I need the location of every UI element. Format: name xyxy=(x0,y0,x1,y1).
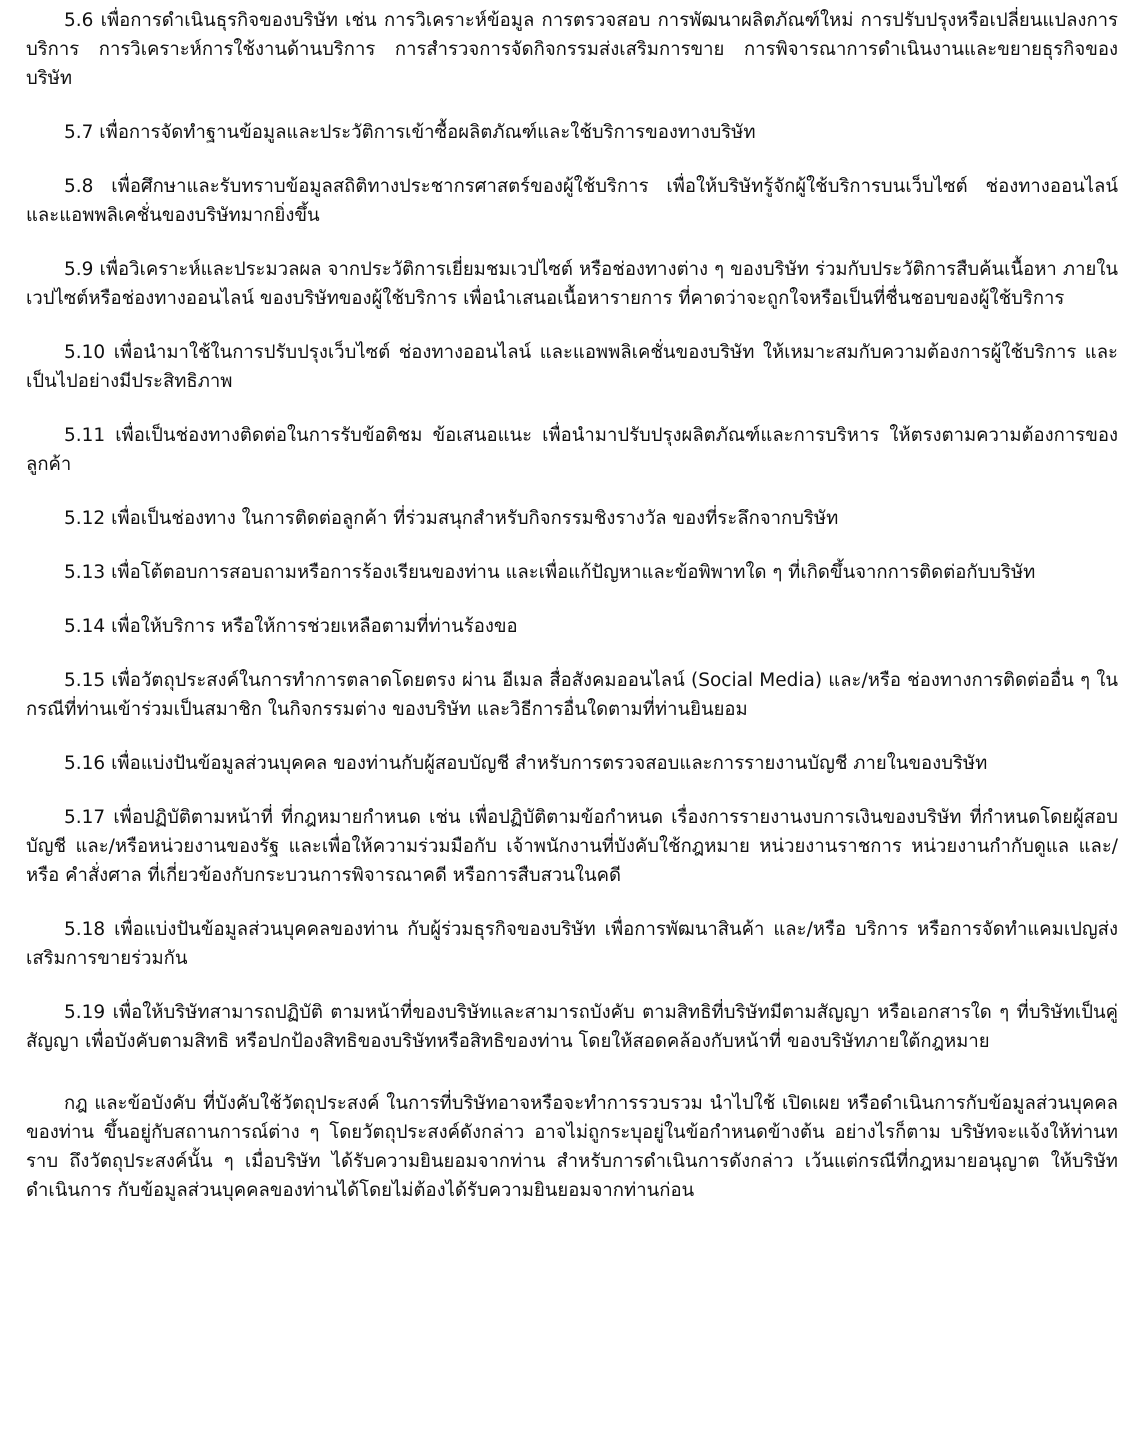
paragraph-5-7: 5.7 เพื่อการจัดทำฐานข้อมูลและประวัติการเข้าซื้อผลิตภัณฑ์และใช้บริการของทางบริษัท xyxy=(64,122,756,143)
document-body xyxy=(26,6,1118,1205)
paragraph-5-12: 5.12 เพื่อเป็นช่องทาง ในการติดต่อลูกค้า ที่ร่วมสนุกสำหรับกิจกรรมชิงรางวัล ของที่ระลึกจากบริษัท xyxy=(64,508,839,529)
paragraph-5-18: 5.18 เพื่อแบ่งปันข้อมูลส่วนบุคคลของท่าน กับผู้ร่วมธุรกิจของบริษัท เพื่อการพัฒนาสินค้า และ/หรือ บริการ หรือการจัดทำแคมเปญส่งเสริมการขายร่วมกัน xyxy=(26,919,1118,969)
paragraph-5-14: 5.14 เพื่อให้บริการ หรือให้การช่วยเหลือตามที่ท่านร้องขอ xyxy=(64,616,518,637)
paragraph-5-15: 5.15 เพื่อวัตถุประสงค์ในการทำการตลาดโดยตรง ผ่าน อีเมล สื่อสังคมออนไลน์ (Social Media) และ/หรือ ช่องทางการติดต่ออื่น ๆ ในกรณีที่ท่านเข้าร่วมเป็นสมาชิก ในกิจกรรมต่าง ของบริษัท และวิธีการอื่นใดตามที่ท่านยินยอม xyxy=(26,670,1118,720)
paragraph-5-17: 5.17 เพื่อปฏิบัติตามหน้าที่ ที่กฎหมายกำหนด เช่น เพื่อปฏิบัติตามข้อกำหนด เรื่องการรายงานงบการเงินของบริษัท ที่กำหนดโดยผู้สอบบัญชี และ/หรือหน่วยงานของรัฐ และเพื่อให้ความร่วมมือกับ เจ้าพนักงานที่บังคับใช้กฎหมาย หน่วยงานราชการ หน่วยงานกำกับดูแล และ/หรือ คำสั่งศาล ที่เกี่ยวข้องกับกระบวนการพิจารณาคดี หรือการสืบสวนในคดี xyxy=(26,807,1118,886)
paragraph-5-16: 5.16 เพื่อแบ่งปันข้อมูลส่วนบุคคล ของท่านกับผู้สอบบัญชี สำหรับการตรวจสอบและการรายงานบัญชี ภายในของบริษัท xyxy=(64,753,988,774)
paragraph-5-6: 5.6 เพื่อการดำเนินธุรกิจของบริษัท เช่น การวิเคราะห์ข้อมูล การตรวจสอบ การพัฒนาผลิตภัณฑ์ใหม่ การปรับปรุงหรือเปลี่ยนแปลงการบริการ การวิเคราะห์การใช้งานด้านบริการ การสำรวจการจัดกิจกรรมส่งเสริมการขาย การพิจารณาการดำเนินงานและขยายธุรกิจของบริษัท xyxy=(26,10,1118,89)
paragraph-5-8: 5.8 เพื่อศึกษาและรับทราบข้อมูลสถิติทางประชากรศาสตร์ของผู้ใช้บริการ เพื่อให้บริษัทรู้จักผู้ใช้บริการบนเว็บไซต์ ช่องทางออนไลน์ และแอพพลิเคชั่นของบริษัทมากยิ่งขึ้น xyxy=(26,176,1118,226)
paragraph-5-10: 5.10 เพื่อนำมาใช้ในการปรับปรุงเว็บไซต์ ช่องทางออนไลน์ และแอพพลิเคชั่นของบริษัท ให้เหมาะสมกับความต้องการผู้ใช้บริการ และเป็นไปอย่างมีประสิทธิภาพ xyxy=(26,342,1118,392)
paragraph-5-11: 5.11 เพื่อเป็นช่องทางติดต่อในการรับข้อติชม ข้อเสนอแนะ เพื่อนำมาปรับปรุงผลิตภัณฑ์และการบริหาร ให้ตรงตามความต้องการของลูกค้า xyxy=(26,425,1118,475)
closing-paragraph: กฎ และข้อบังคับ ที่บังคับใช้วัตถุประสงค์ ในการที่บริษัทอาจหรือจะทำการรวบรวม นำไปใช้ เปิดเผย หรือดำเนินการกับข้อมูลส่วนบุคคลของท่าน ขึ้นอยู่กับสถานการณ์ต่าง ๆ โดยวัตถุประสงค์ดังกล่าว อาจไม่ถูกระบุอยู่ในข้อกำหนดข้างต้น อย่างไรก็ตาม บริษัทจะแจ้งให้ท่านทราบ ถึงวัตถุประสงค์นั้น ๆ เมื่อบริษัท ได้รับความยินยอมจากท่าน สำหรับการดำเนินการดังกล่าว เว้นแต่กรณีที่กฎหมายอนุญาต ให้บริษัทดำเนินการ กับข้อมูลส่วนบุคคลของท่านได้โดยไม่ต้องได้รับความยินยอมจากท่านก่อน xyxy=(26,1093,1118,1201)
paragraph-5-9: 5.9 เพื่อวิเคราะห์และประมวลผล จากประวัติการเยี่ยมชมเวปไซต์ หรือช่องทางต่าง ๆ ของบริษัท ร่วมกับประวัติการสืบค้นเนื้อหา ภายในเวปไซต์หรือช่องทางออนไลน์ ของบริษัทของผู้ใช้บริการ เพื่อนำเสนอเนื้อหารายการ ที่คาดว่าจะถูกใจหรือเป็นที่ชื่นชอบของผู้ใช้บริการ xyxy=(26,259,1118,309)
paragraph-5-13: 5.13 เพื่อโต้ตอบการสอบถามหรือการร้องเรียนของท่าน และเพื่อแก้ปัญหาและข้อพิพาทใด ๆ ที่เกิดขึ้นจากการติดต่อกับบริษัท xyxy=(64,562,1036,583)
paragraph-5-19: 5.19 เพื่อให้บริษัทสามารถปฏิบัติ ตามหน้าที่ของบริษัทและสามารถบังคับ ตามสิทธิที่บริษัทมีตามสัญญา หรือเอกสารใด ๆ ที่บริษัทเป็นคู่สัญญา เพื่อบังคับตามสิทธิ หรือปกป้องสิทธิของบริษัทหรือสิทธิของท่าน โดยให้สอดคล้องกับหน้าที่ ของบริษัทภายใต้กฎหมาย xyxy=(26,1002,1118,1052)
